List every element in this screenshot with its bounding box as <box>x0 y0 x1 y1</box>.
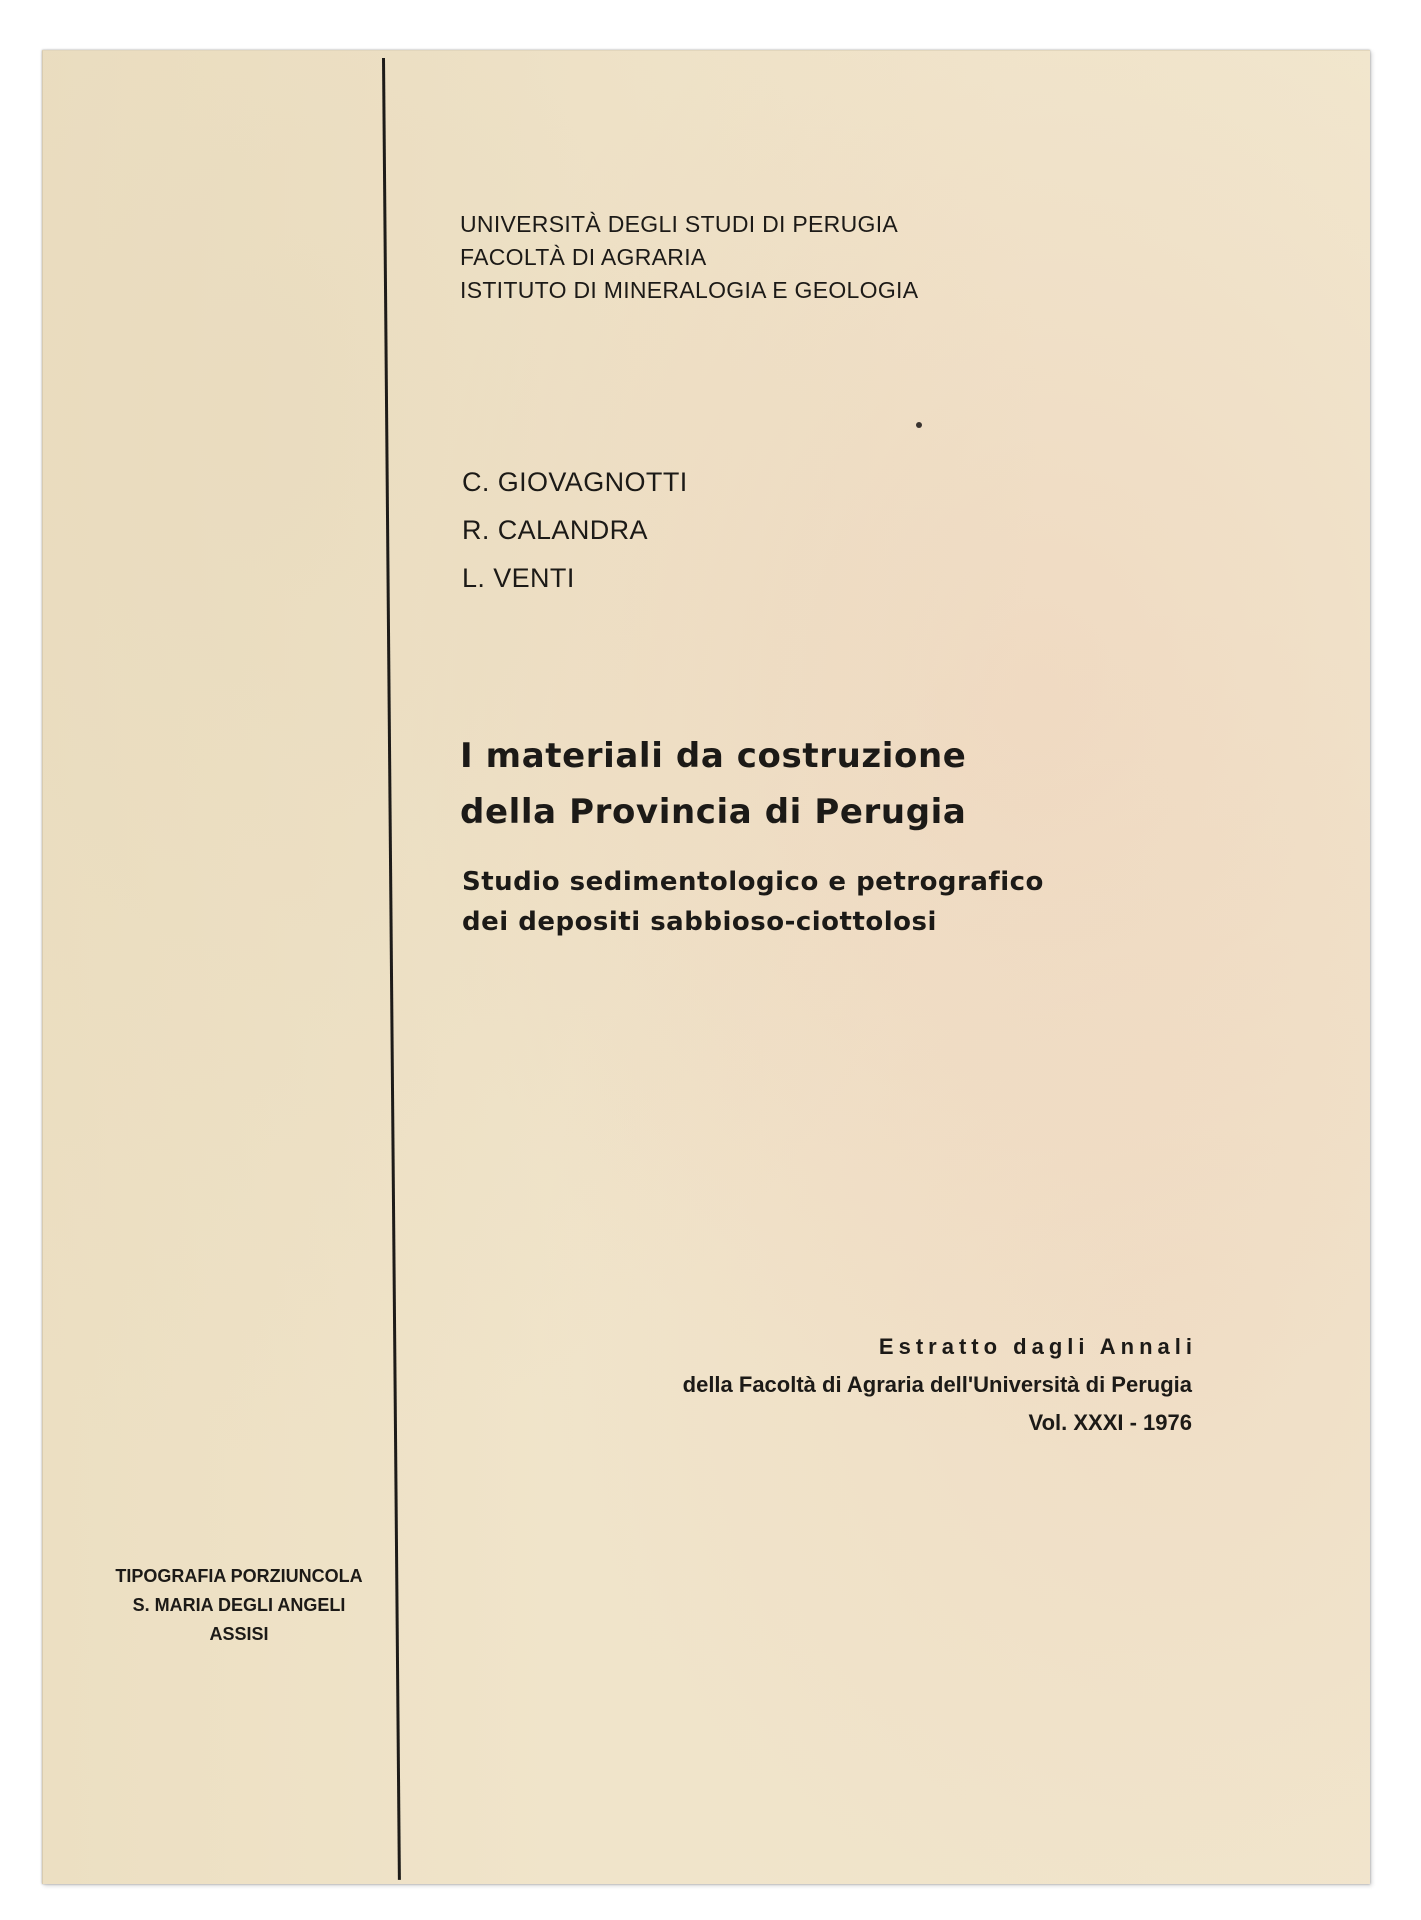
institution-department: ISTITUTO DI MINERALOGIA E GEOLOGIA <box>460 277 919 303</box>
author-name: R. CALANDRA <box>462 515 648 545</box>
document-subtitle <box>462 862 1044 942</box>
document-title <box>460 728 966 840</box>
institution-faculty: FACOLTÀ DI AGRARIA <box>460 244 707 270</box>
ink-speck <box>916 422 922 428</box>
subtitle-line: Studio sedimentologico e petrografico <box>462 867 1044 897</box>
subtitle-line: dei depositi sabbioso-ciottolosi <box>462 907 937 937</box>
institution-university: UNIVERSITÀ DEGLI STUDI DI PERUGIA <box>460 211 899 237</box>
extract-volume: Vol. XXXI - 1976 <box>1028 1410 1192 1435</box>
institution-header <box>460 208 918 307</box>
printer-location: S. MARIA DEGLI ANGELI <box>132 1595 346 1615</box>
author-name: C. GIOVAGNOTTI <box>462 467 688 497</box>
printer-name: TIPOGRAFIA PORZIUNCOLA <box>115 1566 363 1586</box>
document-cover <box>42 50 1370 1884</box>
printer-city: ASSISI <box>209 1624 269 1644</box>
printer-imprint <box>104 1562 374 1649</box>
vertical-rule <box>382 58 401 1880</box>
publication-info <box>682 1328 1197 1442</box>
author-list <box>462 458 688 602</box>
title-line: I materiali da costruzione <box>460 736 967 776</box>
extract-heading: Estratto dagli Annali <box>878 1334 1197 1359</box>
title-line: della Provincia di Perugia <box>460 792 967 832</box>
extract-journal: della Facoltà di Agraria dell'Università di Perugia <box>682 1372 1192 1397</box>
author-name: L. VENTI <box>462 563 575 593</box>
